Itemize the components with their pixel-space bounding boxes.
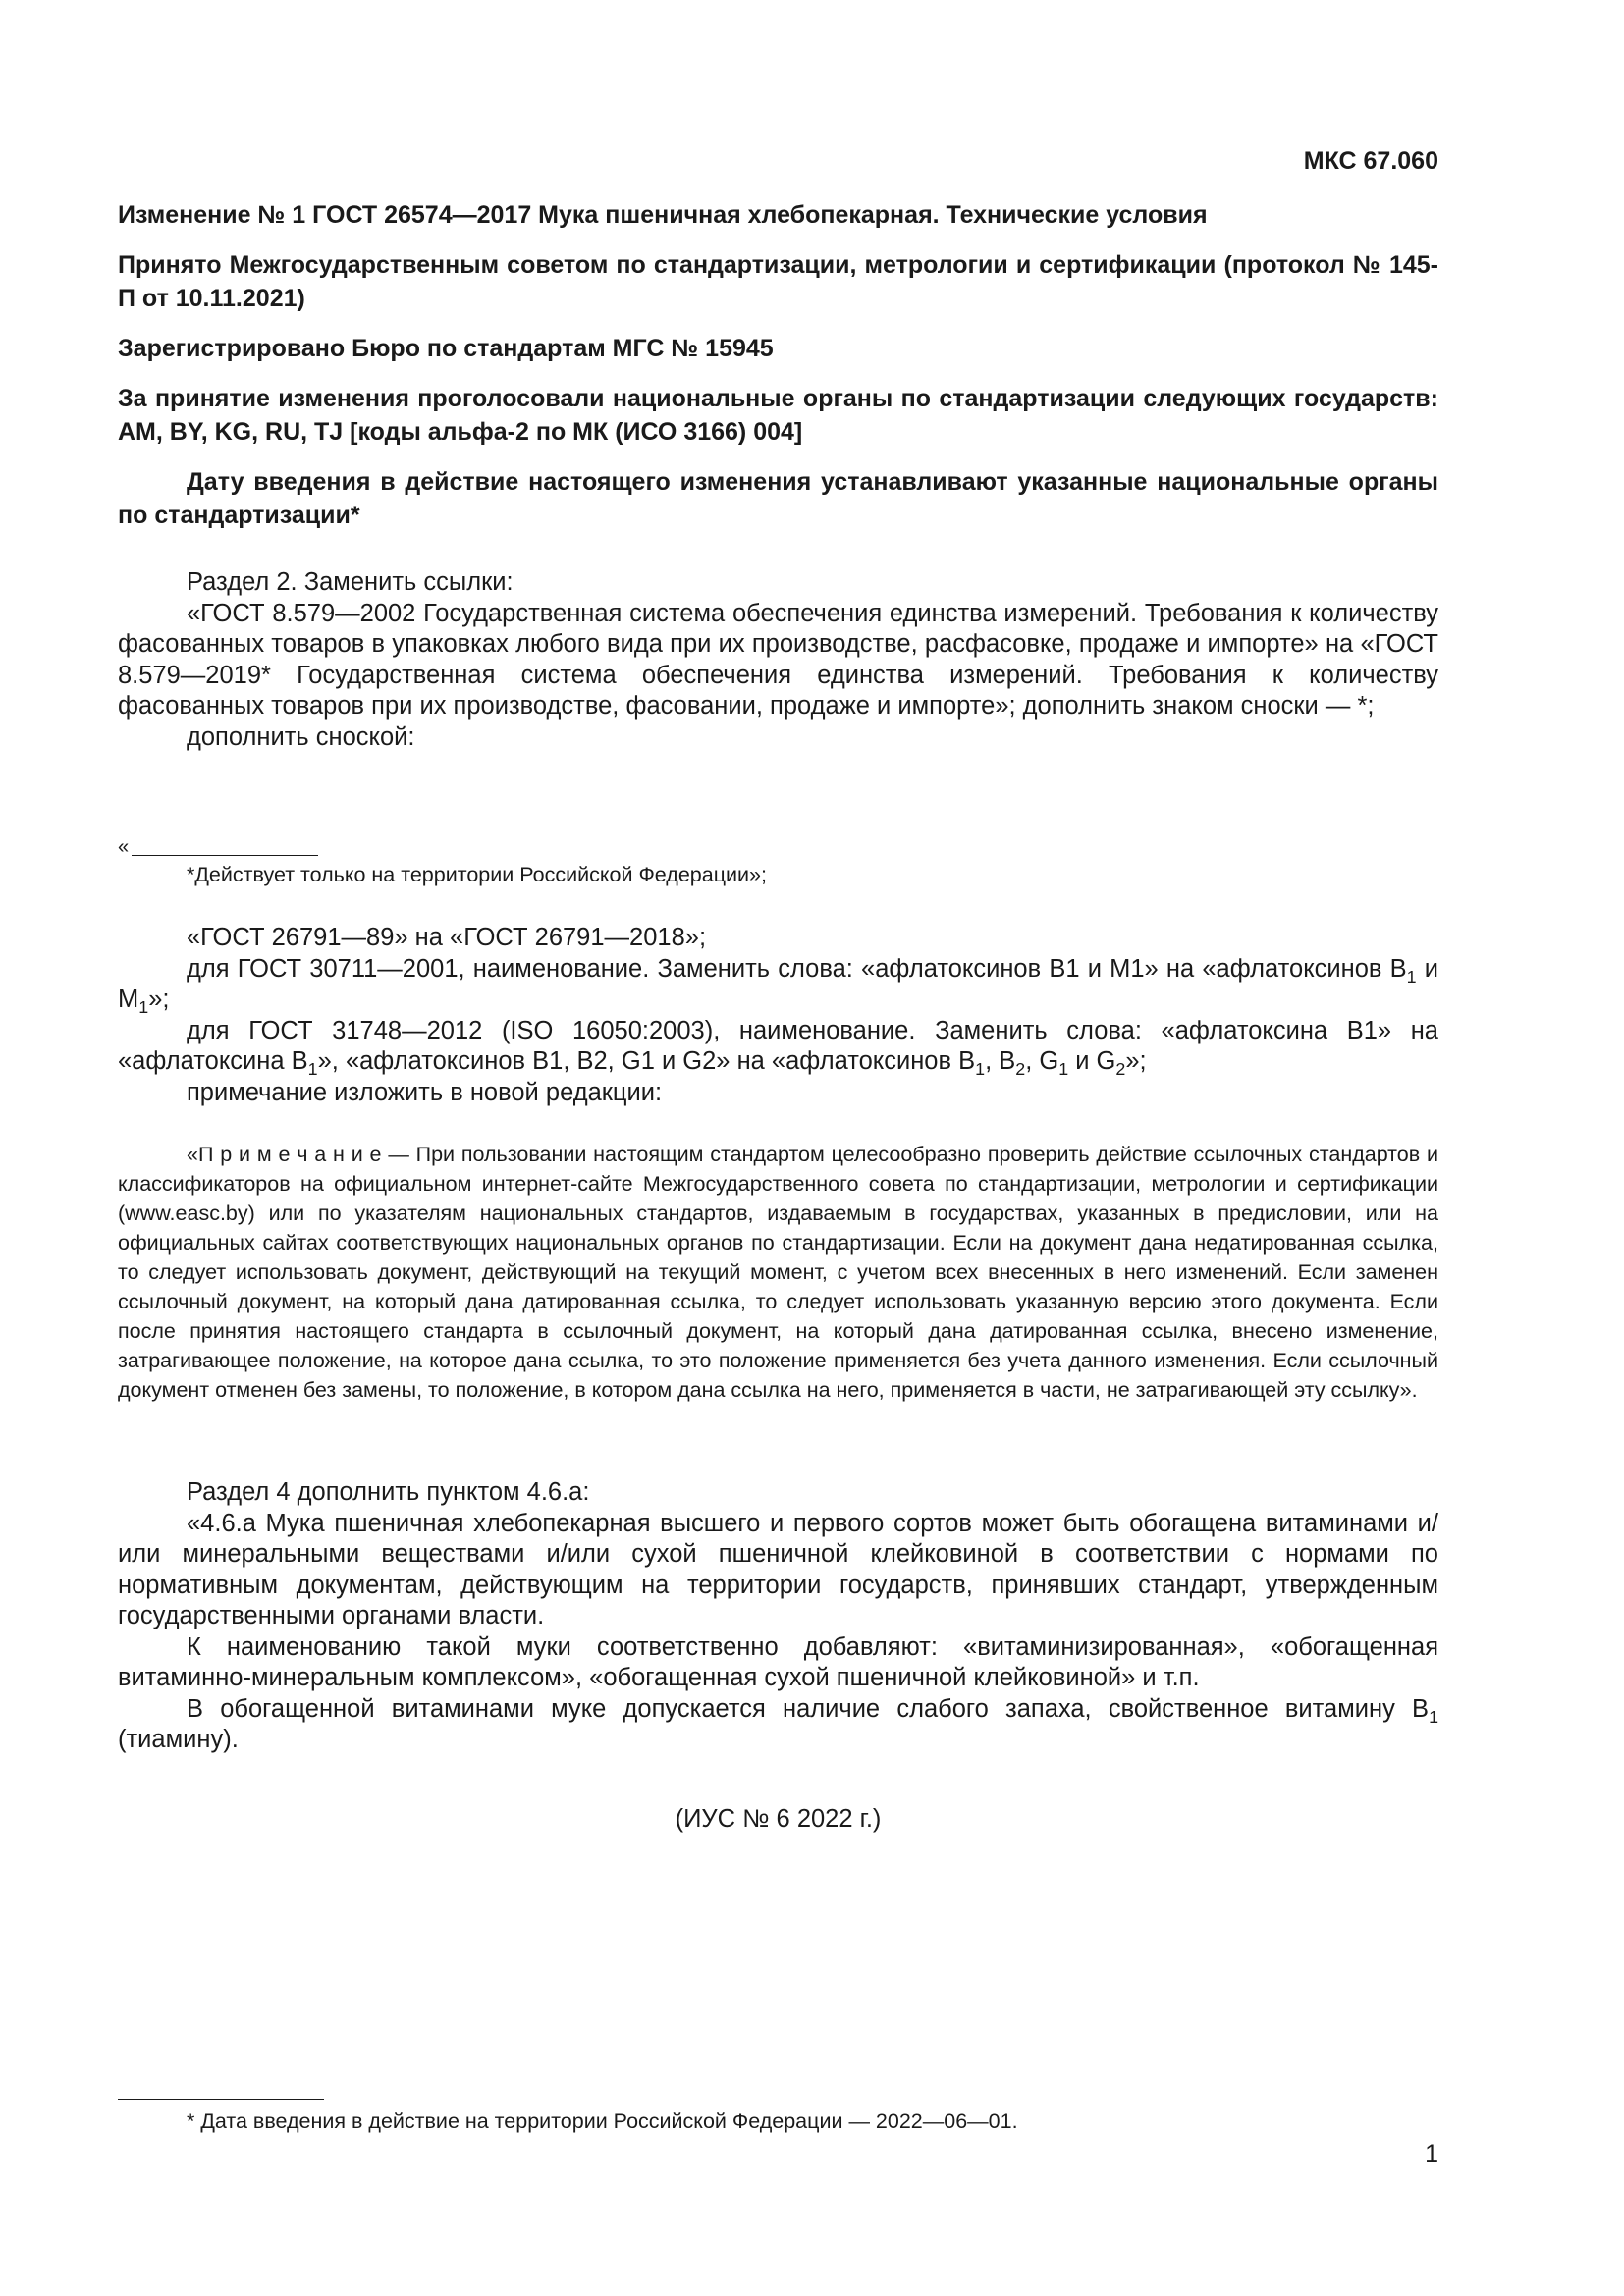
section-4-block <box>118 1477 1438 1756</box>
vitamin-odor-rule: В обогащенной витаминами муке допускается наличие слабого запаха, свойственное витамину $В_1$ (тиамину). <box>118 1694 1438 1753</box>
inner-footnote-text: *Действует только на территории Российской Федерации»; <box>187 863 767 886</box>
page-footnote: * Дата введения в действие на территории Российской Федерации — 2022—06—01. <box>187 2109 1018 2133</box>
section-2-replacement-1: «ГОСТ 8.579—2002 Государственная система обеспечения единства измерений. Требования к количеству фасованных товаров в упаковках любого вида при их производстве, расфасовке, продаже и импорте» на «ГОСТ 8.579—2019* Государственная система обеспечения единства измерений. Требования к количеству фасованных товаров при их производстве, фасовании, продаже и импорте»; дополнить знаком сноски — *; <box>118 599 1438 720</box>
section-2-continued <box>118 923 1438 1108</box>
naming-rule: К наименованию такой муки соответственно добавляют: «витаминизированная», «обогащенная витаминно-минеральным комплексом», «обогащенная сухой пшеничной клейковиной» и т.п. <box>118 1632 1438 1691</box>
section-4-intro: Раздел 4 дополнить пунктом 4.6.а: <box>187 1478 590 1506</box>
effective-date-statement: Дату введения в действие настоящего изменения устанавливают указанные национальные органы по стандартизации* <box>118 468 1438 529</box>
change-title: Изменение № 1 ГОСТ 26574—2017 Мука пшеничная хлебопекарная. Технические условия <box>118 201 1208 229</box>
voting-statement: За принятие изменения проголосовали национальные органы по стандартизации следующих государств: AM, BY, KG, RU, TJ [коды альфа-2 по МК (ИСО 3166) 004] <box>118 385 1438 446</box>
section-2-add-footnote: дополнить сноской: <box>187 722 415 751</box>
registration-statement: Зарегистрировано Бюро по стандартам МГС № 15945 <box>118 335 774 362</box>
clause-4-6-a: «4.6.а Мука пшеничная хлебопекарная высшего и первого сортов может быть обогащена витаминами и/или минеральными веществами и/или сухой пшеничной клейковиной в соответствии с нормами по нормативным документам, действующим на территории государств, принявших стандарт, утвержденным государственными органами власти. <box>118 1509 1438 1629</box>
note-intro: примечание изложить в новой редакции: <box>187 1078 663 1106</box>
footnote-rule <box>118 2099 324 2100</box>
note-text: «П р и м е ч а н и е — При пользовании настоящим стандартом целесообразно проверить действие ссылочных стандартов и классификаторов на официальном интернет-сайте Межгосударственного совета по стандартизации, метрологии и сертификации (www.easc.by) или по указателям национальных стандартов, издаваемым в государствах, указанных в предисловии, или на официальных сайтах соответствующих национальных органов по стандартизации. Если на документ дана недатированная ссылка, то следует использовать документ, действующий на текущий момент, с учетом всех внесенных в него изменений. Если заменен ссылочный документ, на который дана датированная ссылка, то следует использовать указанную версию этого документа. Если после принятия настоящего стандарта в ссылочный документ, на который дана датированная ссылка, внесено изменение, затрагивающее положение, на которое дана ссылка, то это положение применяется без учета данного изменения. Если ссылочный документ отменен без замены, то положение, в котором дана ссылка на него, применяется в части, не затрагивающей эту ссылку». <box>118 1143 1438 1402</box>
mks-code: МКС 67.060 <box>1303 147 1438 175</box>
adopted-statement: Принято Межгосударственным советом по стандартизации, метрологии и сертификации (протокол № 145-П от 10.11.2021) <box>118 251 1438 312</box>
section-2-intro: Раздел 2. Заменить ссылки: <box>187 568 514 596</box>
gost-31748-change: для ГОСТ 31748—2012 (ISO 16050:2003), наименование. Заменить слова: «афлатоксина В1» на «афлатоксина $В_1$», «афлатоксинов В1, В2, G1 и G2» на «афлатоксинов $В_1$, $В_2$, $G_1$ и $G_2$»; <box>118 1016 1438 1079</box>
gost-30711-change: для ГОСТ 30711—2001, наименование. Заменить слова: «афлатоксинов В1 и М1» на «афлатоксинов $В_1$ и $М_1$»; <box>118 954 1438 1017</box>
section-2-block <box>118 567 1438 753</box>
inner-footnote-rule <box>132 855 318 856</box>
quote-open-mark: « <box>118 836 130 858</box>
page-number: 1 <box>1425 2140 1438 2167</box>
ius-reference: (ИУС № 6 2022 г.) <box>675 1805 882 1833</box>
replacement-gost-26791: «ГОСТ 26791—89» на «ГОСТ 26791—2018»; <box>187 924 707 951</box>
